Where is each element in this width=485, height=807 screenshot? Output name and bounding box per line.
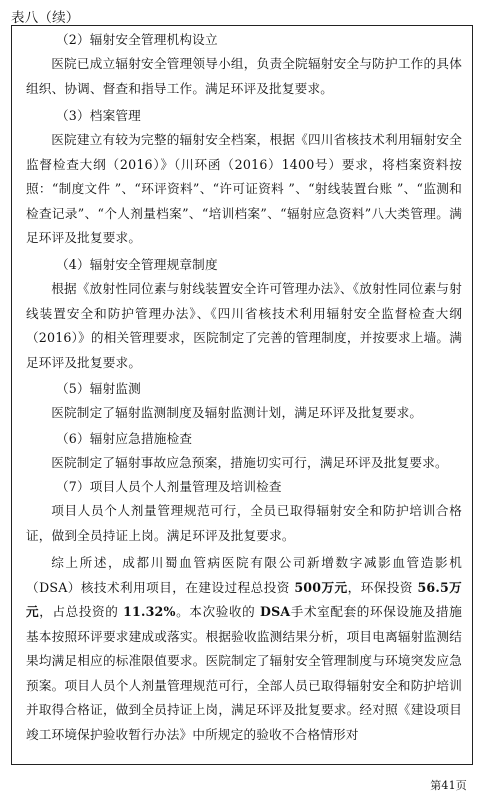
section-heading-4: （4）辐射安全管理规章制度 bbox=[56, 257, 218, 272]
section-text-5: 医院制定了辐射监测制度及辐射监测计划，满足环评及批复要求。 bbox=[51, 405, 423, 420]
summary-text: 。本次验收的 bbox=[175, 604, 260, 619]
section-text-7: 项目人员个人剂量管理规范可行，全员已取得辐射安全和防护培训合格证，做到全员持证上岗。满足环评及批复要求。 bbox=[26, 503, 462, 543]
summary-text: 综上所述，成都川蜀血管病医院有限公司新增数字减影血管造影机（DSA）核技术利用项目，在建设过程总投资 bbox=[26, 555, 462, 595]
section-text-3: 医院建立有较为完整的辐射安全档案，根据《四川省核技术利用辐射安全监督检查大纲（2016）》（川环函（2016）1400号）要求，将档案资料按照：“制度文件 ”、“环评资料”、“许可证资料 ”、“射线装置台账 ”、“监测和检查记录”、“个人剂量档案”、“培训档案”、“辐射应急资料”八大类管理。满足环评及批复要求。 bbox=[26, 132, 462, 245]
dsa-label: DSA bbox=[259, 604, 291, 619]
content-table bbox=[11, 25, 473, 765]
page-title: 表八（续） bbox=[11, 10, 80, 26]
section-heading-6: （6）辐射应急措施检查 bbox=[56, 431, 193, 446]
section-text-6: 医院制定了辐射事故应急预案，措施切实可行，满足环评及批复要求。 bbox=[51, 455, 448, 470]
summary-text: ，环保投资 bbox=[347, 579, 418, 595]
page-number: 第41页 bbox=[430, 779, 467, 792]
summary-paragraph bbox=[26, 551, 462, 747]
section-heading-2: （2）辐射安全管理机构设立 bbox=[56, 32, 218, 47]
section-heading-7: （7）项目人员个人剂量管理及培训检查 bbox=[56, 479, 282, 494]
section-heading-3: （3）档案管理 bbox=[56, 108, 141, 123]
summary-text: 手术室配套的环保设施及措施基本按照环评要求建成或落实。根据验收监测结果分析，项目电离辐射监测结果均满足相应的标准限值要求。医院制定了辐射安全管理制度与环境突发应急预案。项目人员个人剂量管理规范可行，全部人员已取得辐射安全和防护培训并取得合格证，做到全员持证上岗，满足环评及批复要求。经对照《建设项目竣工环境保护验收暂行办法》中所规定的验收不合格情形对 bbox=[26, 604, 463, 742]
env-investment: 56.5万元 bbox=[26, 579, 462, 619]
summary-text: ，占总投资的 bbox=[39, 604, 124, 619]
investment-ratio: 11.32% bbox=[123, 604, 176, 619]
section-text-4: 根据《放射性同位素与射线装置安全许可管理办法》、《放射性同位素与射线装置安全和防护管理办法》、《四川省核技术利用辐射安全监督检查大纲（2016）》的相关管理要求，医院制定了完善的管理制度，并按要求上墙。满足环评及批复要求。 bbox=[26, 281, 462, 370]
section-heading-5: （5）辐射监测 bbox=[56, 381, 141, 396]
total-investment: 500万元 bbox=[294, 579, 348, 595]
section-text-2: 医院已成立辐射安全管理领导小组，负责全院辐射安全与防护工作的具体组织、协调、督查和指导工作。满足环评及批复要求。 bbox=[26, 56, 462, 96]
